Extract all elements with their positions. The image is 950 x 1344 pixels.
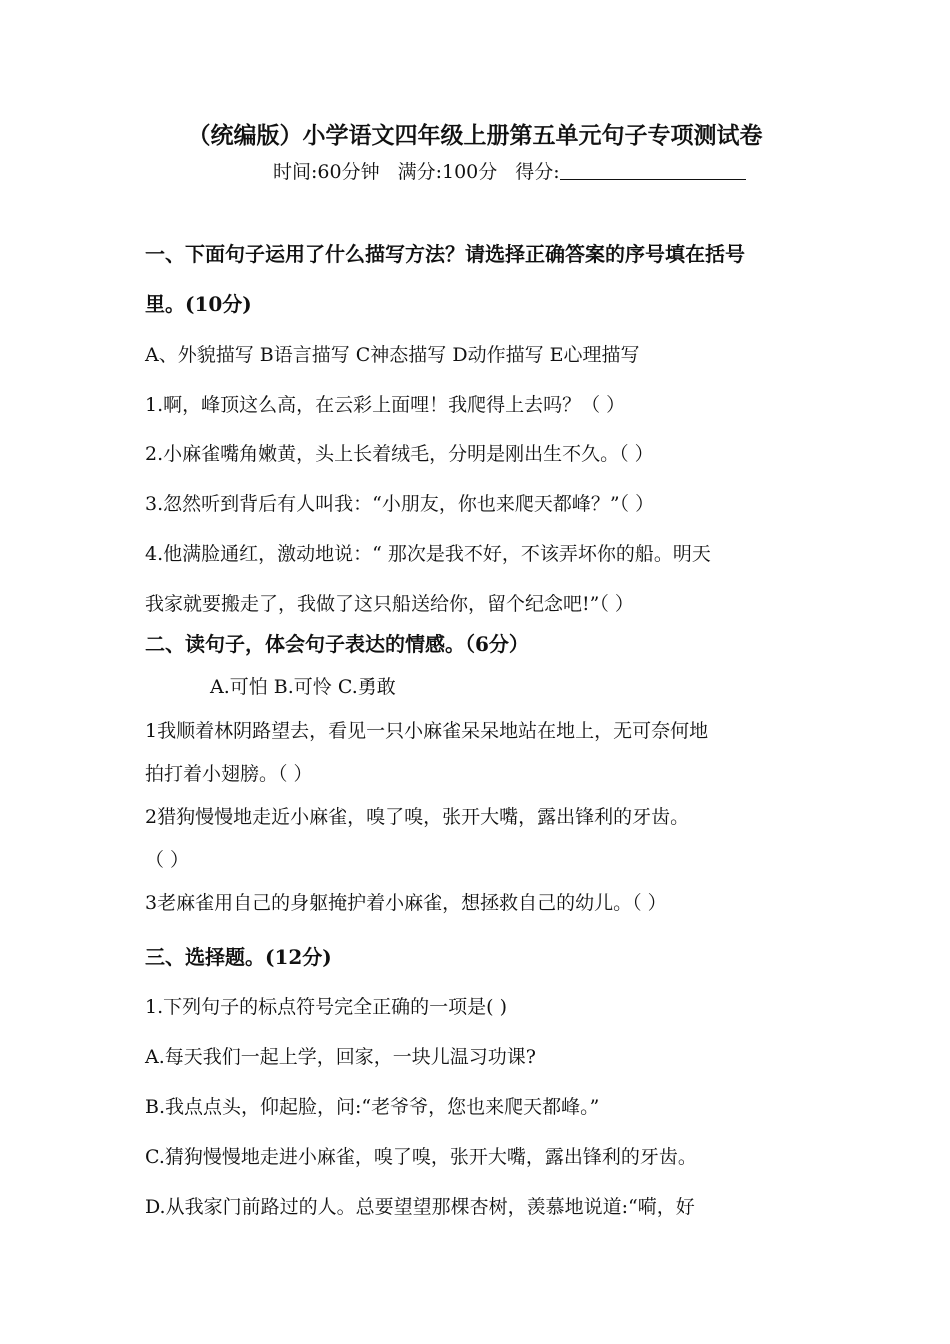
section1-question-4-line2: 我家就要搬走了，我做了这只船送给你，留个纪念吧!”（ ） bbox=[145, 593, 634, 615]
section1-heading-line1: 一、下面句子运用了什么描写方法？请选择正确答案的序号填在括号 bbox=[145, 242, 745, 266]
section3-option-c: C.猜狗慢慢地走进小麻雀，嗅了嗅，张开大嘴，露出锋利的牙齿。 bbox=[145, 1146, 697, 1168]
section1-question-4-line1: 4.他满脸通红，激动地说：“ 那次是我不好，不该弄坏你的船。明天 bbox=[145, 543, 711, 565]
section2-question-1-line2: 拍打着小翅膀。（ ） bbox=[145, 763, 313, 785]
section2-question-3: 3老麻雀用自己的身躯掩护着小麻雀，想拯救自己的幼儿。（ ） bbox=[145, 892, 667, 914]
section3-option-d: D.从我家门前路过的人。总要望望那棵杏树，羡慕地说道:“嗬，好 bbox=[145, 1196, 695, 1218]
section1-options: A、外貌描写 B语言描写 C神态描写 D动作描写 E心理描写 bbox=[145, 344, 640, 366]
exam-meta bbox=[273, 159, 746, 185]
section2-question-2-line2: （ ） bbox=[145, 849, 190, 871]
section1-question-3: 3.忽然听到背后有人叫我：“小朋友，你也来爬天都峰？”（ ） bbox=[145, 493, 655, 515]
section1-heading-line2: 里。(10分) bbox=[145, 292, 252, 316]
section3-option-b: B.我点点头，仰起脸，问:“老爷爷，您也来爬天都峰。” bbox=[145, 1096, 600, 1118]
page-title: （统编版）小学语文四年级上册第五单元句子专项测试卷 bbox=[187, 122, 763, 149]
section2-options: A.可怕 B.可怜 C.勇敢 bbox=[210, 676, 396, 698]
score-label: 得分: bbox=[515, 161, 560, 183]
section2-question-2-line1: 2猎狗慢慢地走近小麻雀，嗅了嗅，张开大嘴，露出锋利的牙齿。 bbox=[145, 806, 690, 828]
section1-question-1: 1.啊，峰顶这么高，在云彩上面哩！我爬得上去吗？（ ） bbox=[145, 394, 626, 416]
section1-question-2: 2.小麻雀嘴角嫩黄，头上长着绒毛，分明是刚出生不久。（ ） bbox=[145, 443, 654, 465]
full-score-info: 满分:100分 bbox=[397, 161, 498, 183]
score-blank[interactable] bbox=[560, 161, 746, 180]
section3-heading: 三、选择题。(12分) bbox=[145, 945, 332, 969]
section3-question-1: 1.下列句子的标点符号完全正确的一项是( ) bbox=[145, 996, 507, 1018]
section2-question-1-line1: 1我顺着林阴路望去，看见一只小麻雀呆呆地站在地上，无可奈何地 bbox=[145, 720, 709, 742]
time-info: 时间:60分钟 bbox=[273, 161, 380, 183]
section2-heading: 二、读句子，体会句子表达的情感。（6分） bbox=[145, 632, 529, 656]
section3-option-a: A.每天我们一起上学，回家，一块儿温习功课? bbox=[145, 1046, 536, 1068]
